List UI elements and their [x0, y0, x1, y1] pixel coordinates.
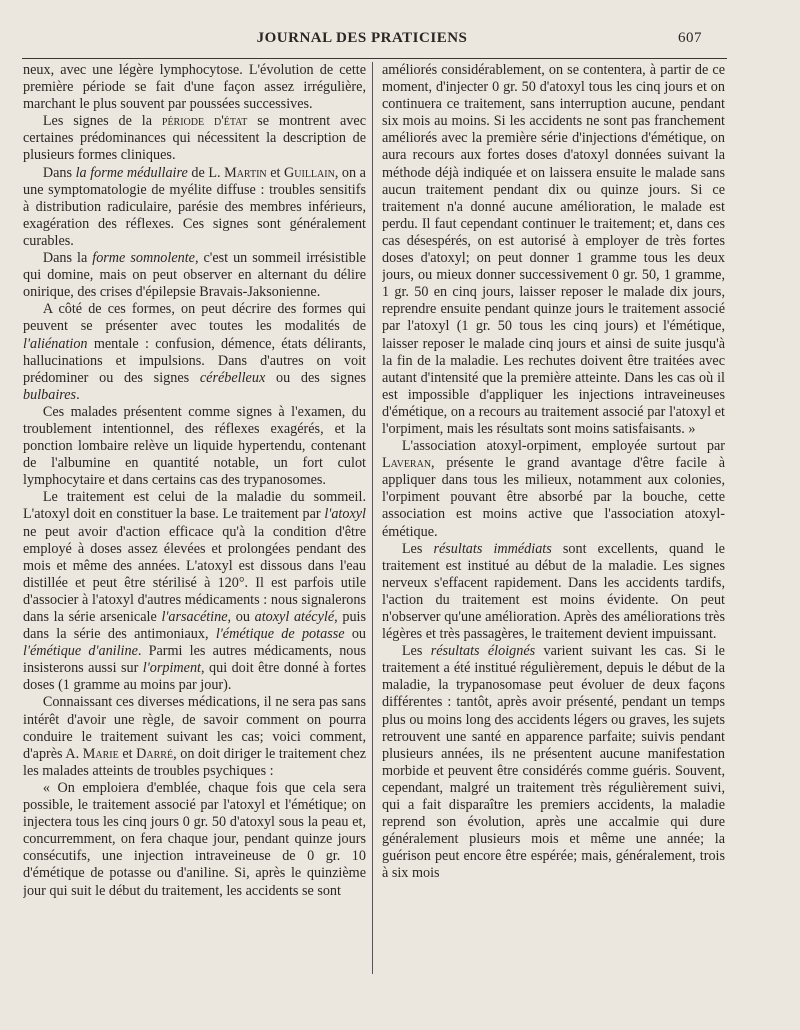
- paragraph: Le traitement est celui de la maladie du sommeil. L'atoxyl doit en constituer la base. Le traitement par l'atoxyl ne peut avoir d'action efficace qu'à la condition d'être employé à doses assez élevées et prolongées pendant des mois et même des années. L'atoxyl est dissous dans l'eau distillée et peut être stérilisé à 120°. Il est parfois utile d'associer à l'atoxyl d'autres médicaments : nous signalerons dans la série arsenicale l'arsacétine, ou atoxyl atécylé, puis dans la série des antimoniaux, l'émétique de potasse ou l'émétique d'aniline. Parmi les autres médicaments, nous insisterons aussi sur l'orpiment, qui doit être donné à fortes doses (1 gramme au moins par jour).: [23, 489, 366, 694]
- paragraph: neux, avec une légère lymphocytose. L'évolution de cette première période se fait d'une façon assez irrégulière, marchant le plus souvent par poussées successives.: [23, 62, 366, 113]
- paragraph: Les résultats éloignés varient suivant les cas. Si le traitement a été institué régulièrement, depuis le début de la maladie, la trypanosomase peut évoluer de deux façons différentes : tantôt, après avoir présenté, pendant un temps plus ou moins long des accidents légers ou graves, les sujets retrouvent une santé en apparence parfaite; suivis pendant plusieurs années, ils ne présentent aucune manifestation morbide et peuvent être considérés comme guéris. Souvent, cependant, malgré un traitement très régulièrement suivi, qui a fait disparaître les premiers accidents, la maladie reprend son évolution, après une accalmie qui dure généralement plusieurs mois et même une année; la guérison peut encore être espérée; mais, généralement, trois à six mois: [382, 643, 725, 882]
- paragraph: Les résultats immédiats sont excellents, quand le traitement est institué au début de la maladie. Les signes nerveux s'effacent rapidement. Dans les accidents tardifs, l'action du traitement est moins évidente. On peut n'observer qu'une amélioration. Après des améliorations très légères et très passagères, le traitement devient impuissant.: [382, 540, 725, 643]
- right-column: [382, 62, 725, 982]
- paragraph: Dans la forme somnolente, c'est un sommeil irrésistible qui domine, mais on peut observer en alternant du délire onirique, des crises d'épilepsie Bravais-Jaksonienne.: [23, 250, 366, 301]
- left-column: [23, 62, 366, 982]
- running-header: [22, 30, 702, 52]
- quotation: « On emploiera d'emblée, chaque fois que cela sera possible, le traitement associé par l'atoxyl et l'émétique; on injectera tous les cinq jours 0 gr. 50 d'atoxyl sous la peau et, concurremment, on fera chaque jour, pendant quinze jours consécutifs, une injection intraveineuse de 0 gr. 10 d'émétique de potasse ou d'aniline. Si, après le quinzième jour qui suit le début du traitement, les accidents se sont: [23, 779, 366, 899]
- paragraph: L'association atoxyl-orpiment, employée surtout par Laveran, présente le grand avantage d'être facile à appliquer dans tous les milieux, notamment aux colonies, l'orpiment pouvant être absorbé par la bouche, cette association est moins active que l'association atoxyl-émétique.: [382, 438, 725, 540]
- quotation: améliorés considérablement, on se contentera, à partir de ce moment, d'injecter 0 gr. 50 d'atoxyl tous les cinq jours et on continuera ce traitement, sans interruption aucune, pendant six mois au moins. Si les accidents ne sont pas franchement améliorés avec la première série d'injections d'émétique, on aura recours aux fortes doses d'atoxyl données suivant la méthode déjà indiquée et on laissera ensuite le malade sans aucun traitement pendant dix ou quinze jours. Si ce traitement n'a donné aucune amélioration, le malade est perdu. Il faut cependant continuer le traitement; et, dans ces cas désespérés, on est autorisé à employer de très fortes doses d'atoxyl; on peut donner 1 gramme tous les deux jours, ou mieux donner successivement 0 gr. 50, 1 gramme, 1 gr. 50 en cinq jours, laisser reposer le malade dix jours, reprendre ensuite pendant quinze jours le traitement associé par l'atoxyl (1 gr. 50 tous les cinq jours) et l'émétique, laisser reposer le malade cinq jours et ainsi de suite jusqu'à la fin de la maladie. Les rechutes doivent être traitées avec autant d'intensité que la première atteinte. Dans les cas où il est impossible d'appliquer les injections intraveineuses d'émétique, on a recours au traitement associé par l'atoxyl et l'orpiment, mais les résultats sont moins satisfaisants. »: [382, 62, 725, 437]
- column-divider: [372, 62, 373, 974]
- paragraph: Dans la forme médullaire de L. Martin et Guillain, on a une symptomatologie de myélite diffuse : troubles sensitifs à distribution radiculaire, parésie des membres inférieurs, exagération des réflexes. Ces signes sont généralement curables.: [23, 164, 366, 249]
- journal-title: JOURNAL DES PRATICIENS: [256, 30, 468, 46]
- paragraph: Ces malades présentent comme signes à l'examen, du troublement intentionnel, des réflexes exagérés, et la ponction lombaire relève un liquide hypertendu, contenant de l'albumine en quantité notable, un fort culot lymphocytaire et dans certains cas des trypanosomes.: [23, 403, 366, 489]
- paragraph: A côté de ces formes, on peut décrire des formes qui peuvent se présenter avec toutes les modalités de l'aliénation mentale : confusion, démence, états délirants, hallucinations et impulsions. Dans d'autres on voit prédominer ou des signes cérébelleux ou des signes bulbaires.: [23, 301, 366, 403]
- page-number: 607: [678, 30, 702, 46]
- paragraph: Connaissant ces diverses médications, il ne sera pas sans intérêt d'avoir une règle, de savoir comment on pourra conduire le traitement suivant les cas; voici comment, d'après A. Marie et Darré, on doit diriger le traitement chez les malades atteints de troubles psychiques :: [23, 694, 366, 779]
- paragraph: Les signes de la période d'état se montrent avec certaines prédominances qui nécessitent la description de plusieurs formes cliniques.: [23, 113, 366, 164]
- header-rule: [22, 58, 727, 59]
